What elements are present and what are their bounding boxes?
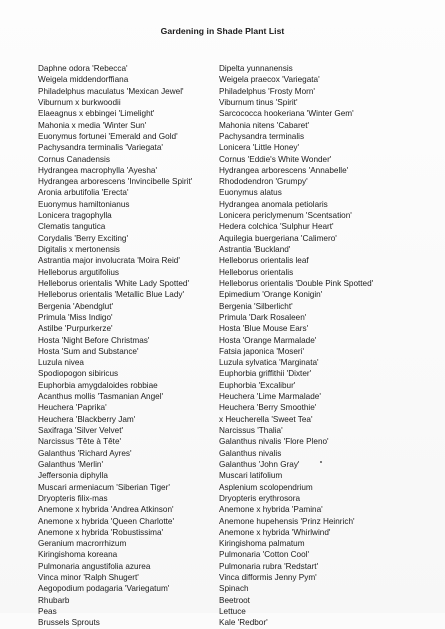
plant-list-item: Dipelta yunnanensis bbox=[219, 64, 293, 73]
plant-list-item: Primula 'Miss Indigo' bbox=[38, 312, 113, 322]
plant-list-item: Astrantia major involucrata 'Moira Reid' bbox=[38, 256, 180, 266]
plant-list-item: Pachysandra terminalis bbox=[219, 131, 305, 141]
plant-list-item: Weigela praecox 'Variegata' bbox=[219, 75, 320, 85]
plant-list-item: Sarcococca hookeriana 'Winter Gem' bbox=[219, 109, 354, 119]
plant-list-right-column bbox=[219, 63, 409, 629]
plant-list-item: Kiringishoma palmatum bbox=[219, 539, 305, 549]
plant-list-item: Galanthus 'John Gray' bbox=[219, 459, 300, 469]
plant-list-item: Lonicera periclymenum 'Scentsation' bbox=[219, 211, 352, 221]
plant-list-item: Fatsia japonica 'Moseri' bbox=[219, 346, 305, 356]
plant-list-item: Narcissus 'Tête à Tête' bbox=[38, 437, 122, 447]
plant-list-item: Asplenium scolopendrium bbox=[219, 482, 313, 492]
plant-list-item: Aquilegia buergeriana 'Calimero' bbox=[219, 233, 337, 243]
plant-list-item: Saxifraga 'Silver Velvet' bbox=[38, 426, 124, 435]
plant-list-item: Helleborus orientalis leaf bbox=[219, 256, 309, 266]
plant-list-item: Pachysandra terminalis 'Variegata' bbox=[38, 143, 163, 153]
plant-list-item: Hosta 'Blue Mouse Ears' bbox=[219, 324, 309, 334]
plant-list-item: Euonymus alatus bbox=[219, 188, 282, 198]
plant-list-item: Corydalis 'Berry Exciting' bbox=[38, 233, 129, 243]
plant-list-item: Vinca difformis Jenny Pym' bbox=[219, 573, 317, 583]
plant-list-item: Rhododendron 'Grumpy' bbox=[219, 177, 308, 187]
plant-list-left-column bbox=[38, 63, 214, 629]
plant-list-item: Luzula sylvatica 'Marginata' bbox=[219, 358, 319, 368]
plant-list-item: Peas bbox=[38, 607, 57, 616]
plant-list-item: Galanthus nivalis bbox=[219, 448, 282, 458]
plant-list-item: Clematis tangutica bbox=[38, 222, 106, 232]
plant-list-item: Euonymus fortunei 'Emerald and Gold' bbox=[38, 131, 178, 141]
plant-list-item: Aronia arbutifolia 'Erecta' bbox=[38, 188, 129, 198]
plant-list-item: Astilbe 'Purpurkerze' bbox=[38, 324, 113, 334]
plant-list-item: Brussels Sprouts bbox=[38, 618, 100, 628]
plant-list-item: Epimedium 'Orange Konigin' bbox=[219, 290, 323, 300]
plant-list-item: Euonymus hamiltonianus bbox=[38, 199, 130, 209]
plant-list-item: Anemone x hybrida 'Pamina' bbox=[219, 505, 323, 515]
plant-list-item: Anemone x hybrida 'Queen Charlotte' bbox=[38, 516, 175, 526]
plant-list-item: Hosta 'Orange Marmalade' bbox=[219, 335, 317, 345]
plant-list-item: Viburnum tinus 'Spirit' bbox=[219, 97, 298, 107]
plant-list-item: Euphorbia 'Excalibur' bbox=[219, 380, 296, 390]
plant-list-item: Pulmonaria angustifolia azurea bbox=[38, 561, 151, 571]
plant-list-item: Anemone x hybrida 'Whirlwind' bbox=[219, 527, 331, 537]
plant-list-item: Geranium macrorrhizum bbox=[38, 539, 127, 549]
plant-list-item: Hydrangea macrophylla 'Ayesha' bbox=[38, 165, 158, 175]
plant-list-item: Galanthus 'Merlin' bbox=[38, 459, 104, 469]
plant-list-item: Hedera colchica 'Sulphur Heart' bbox=[219, 222, 334, 232]
plant-list-item: Anemone x hybrida 'Andrea Atkinson' bbox=[38, 505, 174, 515]
plant-list-item: Jeffersonia diphylla bbox=[38, 471, 108, 481]
plant-list-item: Spodiopogon sibiricus bbox=[38, 369, 119, 379]
plant-list-item: Philadelphus maculatus 'Mexican Jewel' bbox=[38, 86, 184, 96]
plant-list-item: Bergenia 'Silberlicht' bbox=[219, 301, 293, 311]
plant-list-item: Helleborus argutifolius bbox=[38, 267, 120, 277]
plant-list-item: Lonicera tragophylla bbox=[38, 211, 112, 221]
plant-list-item: Luzula nivea bbox=[38, 358, 84, 368]
plant-list-item: Viburnum x burkwoodii bbox=[38, 97, 121, 107]
plant-list-item: Weigela middendorffiana bbox=[38, 75, 129, 85]
plant-list-item: Rhubarb bbox=[38, 595, 70, 605]
plant-list-item: x Heucherella 'Sweet Tea' bbox=[219, 414, 313, 424]
plant-list-item: Pulmonaria rubra 'Redstart' bbox=[219, 561, 319, 571]
plant-list-item: Astrantia 'Buckland' bbox=[219, 245, 291, 254]
plant-list-item: Muscari armeniacum 'Siberian Tiger' bbox=[38, 482, 170, 492]
plant-list-item: Helleborus orientalis bbox=[219, 267, 294, 277]
plant-list-item: Mahonia x media 'Winter Sun' bbox=[38, 120, 147, 130]
plant-list-item: Helleborus orientalis 'Double Pink Spotted' bbox=[219, 278, 374, 288]
plant-list-item: Hosta 'Sum and Substance' bbox=[38, 346, 139, 356]
plant-list-item: Cornus 'Eddie's White Wonder' bbox=[219, 154, 332, 164]
plant-list-item: Galanthus 'Richard Ayres' bbox=[38, 448, 132, 458]
plant-list-item: Euphorbia amygdaloides robbiae bbox=[38, 380, 158, 390]
plant-list-item: Narcissus 'Thalia' bbox=[219, 426, 283, 435]
plant-list-item: Muscari latifolium bbox=[219, 471, 283, 481]
plant-list-item: Dryopteris filix-mas bbox=[38, 493, 108, 503]
plant-list-item: Primula 'Dark Rosaleen' bbox=[219, 312, 307, 322]
plant-list-item: Helleborus orientalis 'White Lady Spotted' bbox=[38, 278, 190, 288]
plant-list-item: Hydrangea anomala petiolaris bbox=[219, 199, 328, 209]
plant-list-item: Beetroot bbox=[219, 595, 250, 605]
plant-list-item: Hydrangea arborescens 'Annabelle' bbox=[219, 165, 349, 175]
plant-list-item: Kiringishoma koreana bbox=[38, 550, 118, 560]
plant-list-item: Heuchera 'Lime Marmalade' bbox=[219, 392, 321, 402]
plant-list-item: Euphorbia griffithii 'Dixter' bbox=[219, 369, 312, 379]
document-title: Gardening in Shade Plant List bbox=[160, 26, 285, 36]
plant-list-item: Pulmonaria 'Cotton Cool' bbox=[219, 550, 310, 560]
plant-list-item: Bergenia 'Abendglut' bbox=[38, 301, 114, 311]
plant-list-item: Aegopodium podagaria 'Variegatum' bbox=[38, 584, 170, 594]
plant-list-item: Acanthus mollis 'Tasmanian Angel' bbox=[38, 392, 164, 402]
stray-dot-mark bbox=[320, 461, 322, 463]
plant-list-item: Hosta 'Night Before Christmas' bbox=[38, 335, 150, 345]
plant-list-item: Anemone hupehensis 'Prinz Heinrich' bbox=[219, 516, 355, 526]
plant-list-item: Lettuce bbox=[219, 607, 246, 616]
plant-list-item: Heuchera 'Berry Smoothie' bbox=[219, 403, 317, 413]
plant-list-item: Digitalis x mertonensis bbox=[38, 245, 120, 254]
plant-list-item: Heuchera 'Paprika' bbox=[38, 403, 107, 413]
plant-list-item: Hydrangea arborescens 'Invincibelle Spirit' bbox=[38, 177, 193, 187]
plant-list-item: Cornus Canadensis bbox=[38, 154, 110, 164]
plant-list-item: Elaeagnus x ebbingei 'Limelight' bbox=[38, 109, 155, 119]
plant-list-item: Lonicera 'Little Honey' bbox=[219, 143, 300, 153]
plant-list-item: Heuchera 'Blackberry Jam' bbox=[38, 414, 136, 424]
plant-list-item: Spinach bbox=[219, 584, 249, 594]
plant-list-item: Mahonia nitens 'Cabaret' bbox=[219, 120, 310, 130]
plant-list-item: Anemone x hybrida 'Robustissima' bbox=[38, 527, 164, 537]
plant-list-item: Helleborus orientalis 'Metallic Blue Lady' bbox=[38, 290, 185, 300]
plant-list-item: Kale 'Redbor' bbox=[219, 618, 268, 628]
plant-list-item: Vinca minor 'Ralph Shugert' bbox=[38, 573, 139, 583]
plant-list-item: Philadelphus 'Frosty Morn' bbox=[219, 86, 315, 96]
plant-list-item: Galanthus nivalis 'Flore Pleno' bbox=[219, 437, 329, 447]
plant-list-item: Daphne odora 'Rebecca' bbox=[38, 64, 128, 73]
plant-list-item: Dryopteris erythrosora bbox=[219, 493, 300, 503]
